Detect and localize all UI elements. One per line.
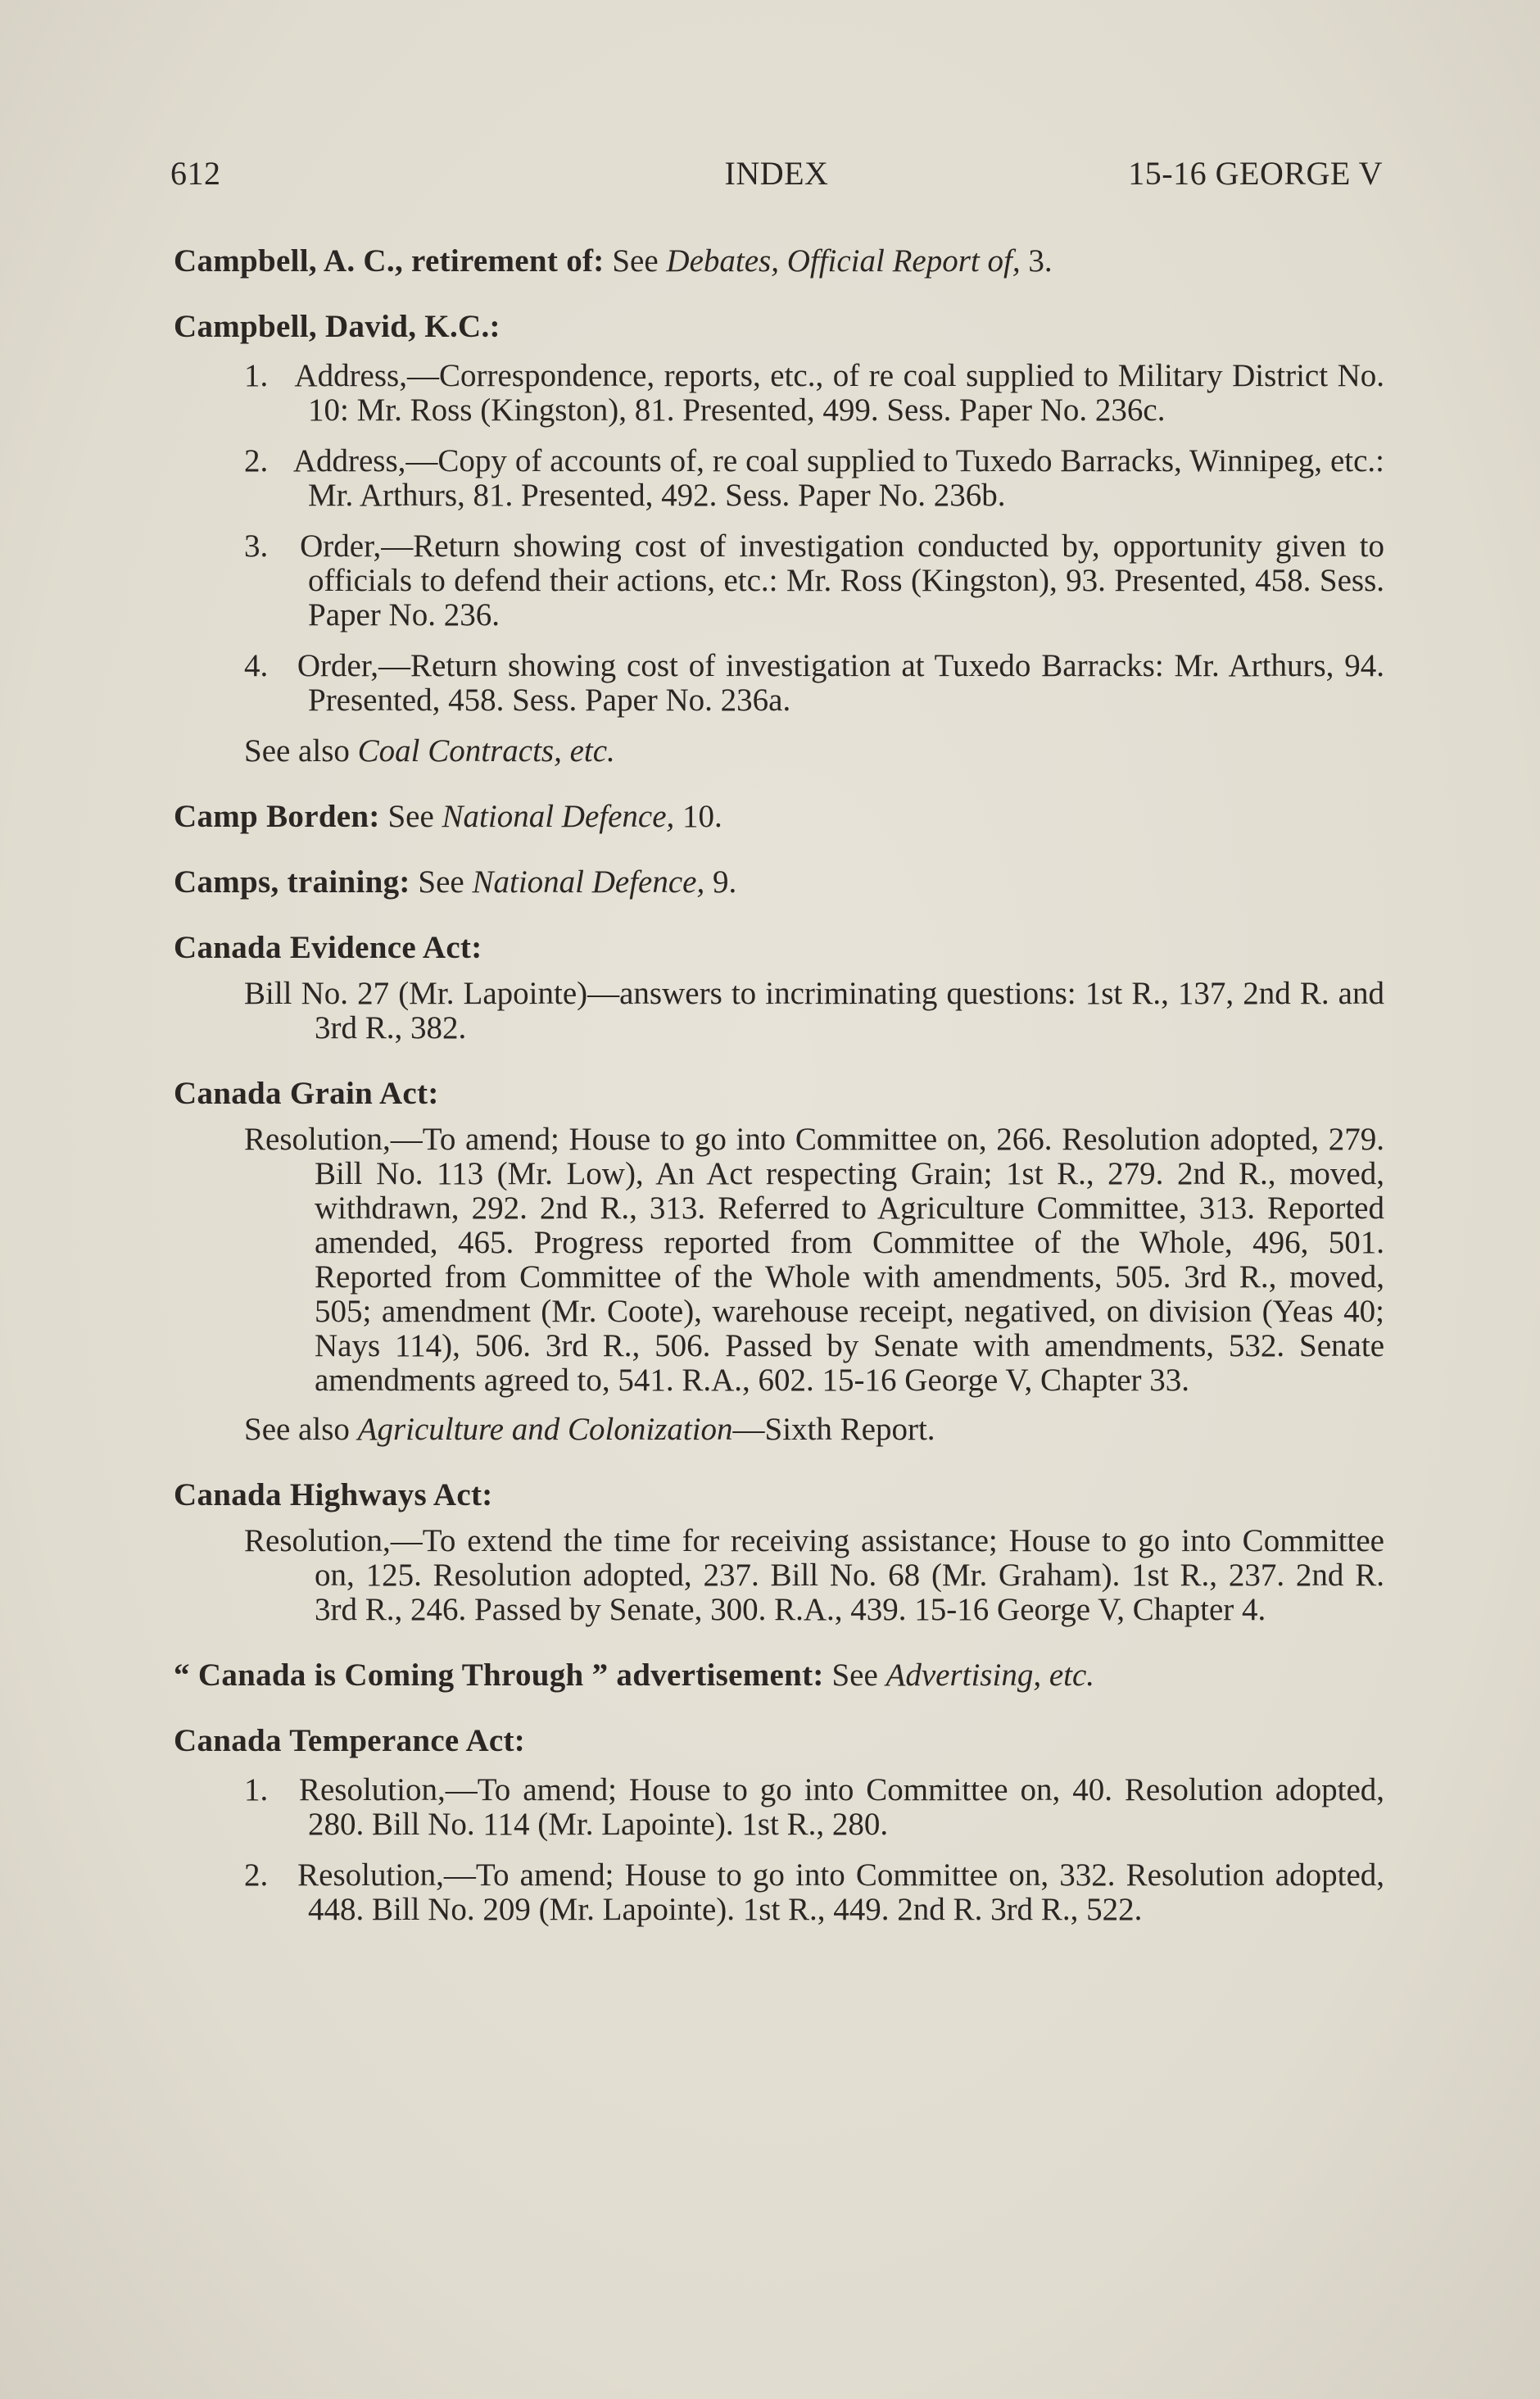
entry-paragraph: Resolution,—To amend; House to go into Committee on, 266. Resolution adopted, 279. Bill No. 113 (Mr. Low), An Act respecting Grain; 1st R., 279. 2nd R., moved, withdrawn, 292. 2nd R., 313. Referred to Agriculture Committee, 313. Reported amended, 465. Progress reported from Committee of the Whole, 496, 501. Reported from Committee of the Whole with amendments, 505. 3rd R., moved, 505; amendment (Mr. Coote), warehouse receipt, negatived, on division (Yeas 40; Nays 114), 506. 3rd R., 506. Passed by Senate with amendments, 532. Senate amendments agreed to, 541. R.A., 602. 15-16 George V, Chapter 33. (244, 1122, 1384, 1398)
index-content (174, 244, 1384, 1958)
entry-heading: Canada Grain Act: (174, 1076, 439, 1111)
list-item (174, 1858, 1384, 1927)
item-text: Address,—Copy of accounts of, re coal supplied to Tuxedo Barracks, Winnipeg, etc.: Mr. Arthurs, 81. Presented, 492. Sess. Paper No. 236b. (292, 443, 1384, 513)
item-number: 4. (244, 648, 269, 683)
see-suffix: 9. (712, 864, 737, 900)
page-number: 612 (170, 155, 221, 192)
see-also (244, 1413, 1384, 1447)
index-entry (174, 931, 1384, 1045)
index-entry (174, 310, 1384, 769)
index-entry (174, 865, 1384, 900)
item-text: Address,—Correspondence, reports, etc., of re coal supplied to Military District No. 10: Mr. Ross (Kingston), 81. Presented, 499. Sess. Paper No. 236c. (294, 358, 1385, 428)
see-also-prefix: See also (244, 1412, 350, 1447)
entry-item-list (174, 359, 1384, 718)
entry-heading: Campbell, A. C., retirement of: (174, 243, 605, 279)
index-entry (174, 1658, 1384, 1693)
index-entry (174, 244, 1384, 279)
see-also-suffix: —Sixth Report. (732, 1412, 935, 1447)
see-reference: Advertising, etc. (886, 1658, 1095, 1693)
see-prefix: See (831, 1658, 878, 1693)
see-also-prefix: See also (244, 733, 350, 769)
entry-heading: Camp Borden: (174, 799, 380, 834)
entry-heading: Camps, training: (174, 864, 410, 900)
see-prefix: See (387, 799, 434, 834)
entry-heading: “ Canada is Coming Through ” advertisement: (174, 1658, 824, 1693)
entry-heading: Canada Temperance Act: (174, 1723, 526, 1758)
see-reference: National Defence, (472, 864, 705, 900)
item-text: Order,—Return showing cost of investigation at Tuxedo Barracks: Mr. Arthurs, 94. Presented, 458. Sess. Paper No. 236a. (297, 648, 1385, 718)
index-entry (174, 1478, 1384, 1627)
volume-title: 15-16 GEORGE V (1128, 155, 1383, 192)
page-header (170, 154, 1383, 203)
list-item (174, 444, 1384, 513)
index-entry (174, 1077, 1384, 1447)
item-number: 2. (244, 443, 269, 478)
see-suffix: 10. (682, 799, 722, 834)
entry-heading: Canada Evidence Act: (174, 930, 482, 965)
see-prefix: See (612, 243, 659, 279)
see-also-reference: Agriculture and Colonization (357, 1412, 733, 1447)
item-number: 1. (244, 358, 269, 393)
list-item (174, 529, 1384, 633)
list-item (174, 1773, 1384, 1842)
item-number: 1. (244, 1772, 269, 1807)
entry-paragraph: Bill No. 27 (Mr. Lapointe)—answers to incriminating questions: 1st R., 137, 2nd R. and 3rd R., 382. (244, 976, 1384, 1045)
list-item (174, 649, 1384, 718)
entry-heading: Campbell, David, K.C.: (174, 309, 500, 344)
see-prefix: See (418, 864, 464, 900)
entry-heading: Canada Highways Act: (174, 1477, 493, 1512)
item-text: Resolution,—To amend; House to go into Committee on, 332. Resolution adopted, 448. Bill No. 209 (Mr. Lapointe). 1st R., 449. 2nd R. 3rd R., 522. (297, 1857, 1385, 1927)
entry-paragraph: Resolution,—To extend the time for receiving assistance; House to go into Committee on, 125. Resolution adopted, 237. Bill No. 68 (Mr. Graham). 1st R., 237. 2nd R. 3rd R., 246. Passed by Senate, 300. R.A., 439. 15-16 George V, Chapter 4. (244, 1523, 1384, 1627)
item-text: Order,—Return showing cost of investigation conducted by, opportunity given to officials to defend their actions, etc.: Mr. Ross (Kingston), 93. Presented, 458. Sess. Paper No. 236. (300, 528, 1385, 633)
see-reference: National Defence, (442, 799, 675, 834)
item-number: 2. (244, 1857, 269, 1893)
item-number: 3. (244, 528, 269, 564)
index-entry (174, 1724, 1384, 1927)
see-reference: Debates, Official Report of, (666, 243, 1021, 279)
see-suffix: 3. (1028, 243, 1053, 279)
list-item (174, 359, 1384, 428)
see-also-reference: Coal Contracts, etc. (357, 733, 615, 769)
item-text: Resolution,—To amend; House to go into Committee on, 40. Resolution adopted, 280. Bill No. 114 (Mr. Lapointe). 1st R., 280. (298, 1772, 1385, 1842)
running-title: INDEX (724, 155, 829, 192)
index-entry (174, 800, 1384, 834)
entry-item-list (174, 1773, 1384, 1927)
see-also (244, 734, 1384, 769)
